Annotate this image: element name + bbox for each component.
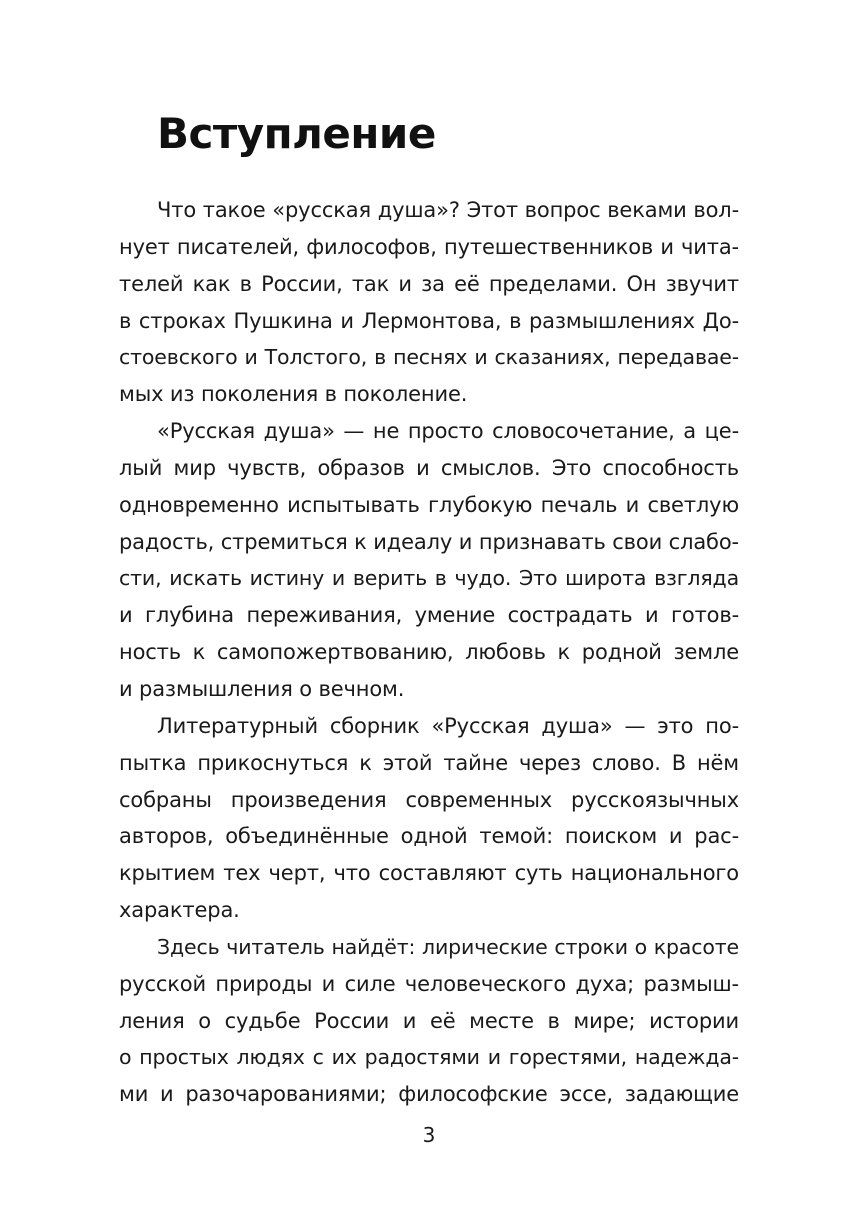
text-line: одновременно испытывать глубокую печаль и светлую: [119, 492, 739, 517]
text-line: ми и разочарованиями; философские эссе, задающие: [119, 1082, 739, 1107]
text-line: и размышления о вечном.: [119, 676, 405, 701]
text-line: мых из поколения в поколение.: [119, 382, 468, 407]
chapter-title: Вступление: [157, 109, 436, 158]
text-line: Что такое «русская душа»? Этот вопрос веками вол-: [157, 198, 739, 222]
text-line: авторов, объединённые одной темой: поиском и рас-: [119, 824, 739, 849]
text-line: «Русская душа» — не просто словосочетание, а це-: [157, 419, 739, 444]
text-line: пытка прикоснуться к этой тайне через слово. В нём: [119, 750, 739, 775]
text-line: русской природы и силе человеческого духа; размыш-: [119, 971, 739, 996]
page-number: 3: [422, 1123, 436, 1147]
text-line: о простых людях с их радостями и горестями, надежда-: [119, 1045, 739, 1070]
text-line: нует писателей, философов, путешественников и чита-: [119, 234, 739, 259]
body-text: [119, 192, 739, 1113]
text-line: лый мир чувств, образов и смыслов. Это способность: [119, 455, 739, 480]
text-line: крытием тех черт, что составляют суть национального: [119, 861, 739, 886]
text-line: ления о судьбе России и её месте в мире; истории: [119, 1008, 739, 1033]
text-line: ность к самопожертвованию, любовь к родной земле: [119, 640, 739, 665]
text-line: в строках Пушкина и Лермонтова, в размышлениях До-: [119, 308, 739, 333]
text-line: стоевского и Толстого, в песнях и сказаниях, передавае-: [119, 345, 739, 370]
text-line: телей как в России, так и за её пределами. Он звучит: [119, 271, 739, 296]
text-line: характера.: [119, 898, 240, 923]
text-line: Здесь читатель найдёт: лирические строки о красоте: [157, 934, 739, 959]
text-line: Литературный сборник «Русская душа» — это по-: [157, 713, 739, 738]
text-line: сти, искать истину и верить в чудо. Это широта взгляда: [119, 566, 739, 591]
text-line: и глубина переживания, умение сострадать и готов-: [119, 603, 739, 628]
text-line: собраны произведения современных русскоязычных: [119, 787, 739, 812]
text-line: радость, стремиться к идеалу и признавать свои слабо-: [119, 529, 739, 554]
